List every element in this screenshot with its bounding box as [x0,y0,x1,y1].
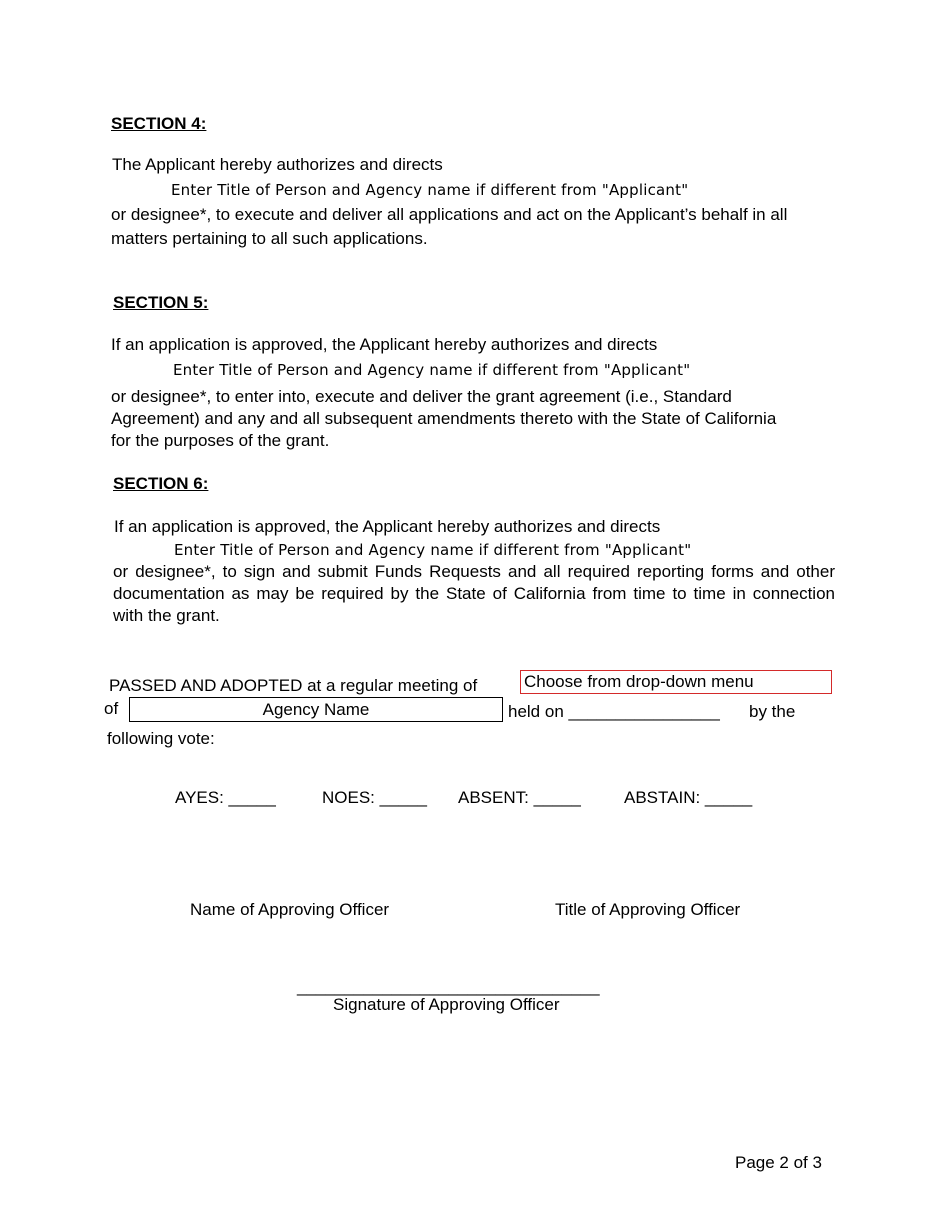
officer-title-label: Title of Approving Officer [555,900,741,919]
section-6-body: or designee*, to sign and submit Funds Requests and all required reporting forms and other documentation as may be required by the State of California from time to time in connection with the grant. [113,562,835,625]
meeting-type-dropdown[interactable]: Choose from drop-down menu [520,670,832,694]
section-4-heading: SECTION 4: [111,114,207,133]
section-4-intro: The Applicant hereby authorizes and directs [112,155,443,174]
signature-line: ________________________________ [297,977,600,996]
section-6-title-field[interactable]: Enter Title of Person and Agency name if different from "Applicant" [174,541,692,559]
signature-label: Signature of Approving Officer [333,995,560,1014]
of-label: of [104,699,119,718]
section-5-title-field[interactable]: Enter Title of Person and Agency name if different from "Applicant" [173,361,691,379]
passed-adopted-text: PASSED AND ADOPTED at a regular meeting of [109,676,478,695]
section-5-heading: SECTION 5: [113,293,209,312]
section-6-heading: SECTION 6: [113,474,209,493]
section-4-body: or designee*, to execute and deliver all applications and act on the Applicant’s behalf in all matters pertaining to all such applications. [111,205,788,248]
agency-name-field[interactable]: Agency Name [129,697,503,722]
ayes-field[interactable]: AYES: _____ [175,788,276,807]
abstain-field[interactable]: ABSTAIN: _____ [624,788,753,807]
noes-field[interactable]: NOES: _____ [322,788,427,807]
officer-name-label: Name of Approving Officer [190,900,390,919]
by-the-text: by the [749,702,796,721]
section-4-title-field[interactable]: Enter Title of Person and Agency name if different from "Applicant" [171,181,689,199]
section-6-intro: If an application is approved, the Applicant hereby authorizes and directs [114,517,661,536]
held-on-field[interactable]: held on ________________ [508,702,720,721]
section-5-intro: If an application is approved, the Applicant hereby authorizes and directs [111,335,658,354]
following-vote-text: following vote: [107,729,215,748]
page-number: Page 2 of 3 [735,1153,822,1172]
absent-field[interactable]: ABSENT: _____ [458,788,581,807]
section-5-body: or designee*, to enter into, execute and deliver the grant agreement (i.e., Standard Agreement) and any and all subsequent amendments thereto with the State of California for the purposes of the grant. [111,387,777,450]
